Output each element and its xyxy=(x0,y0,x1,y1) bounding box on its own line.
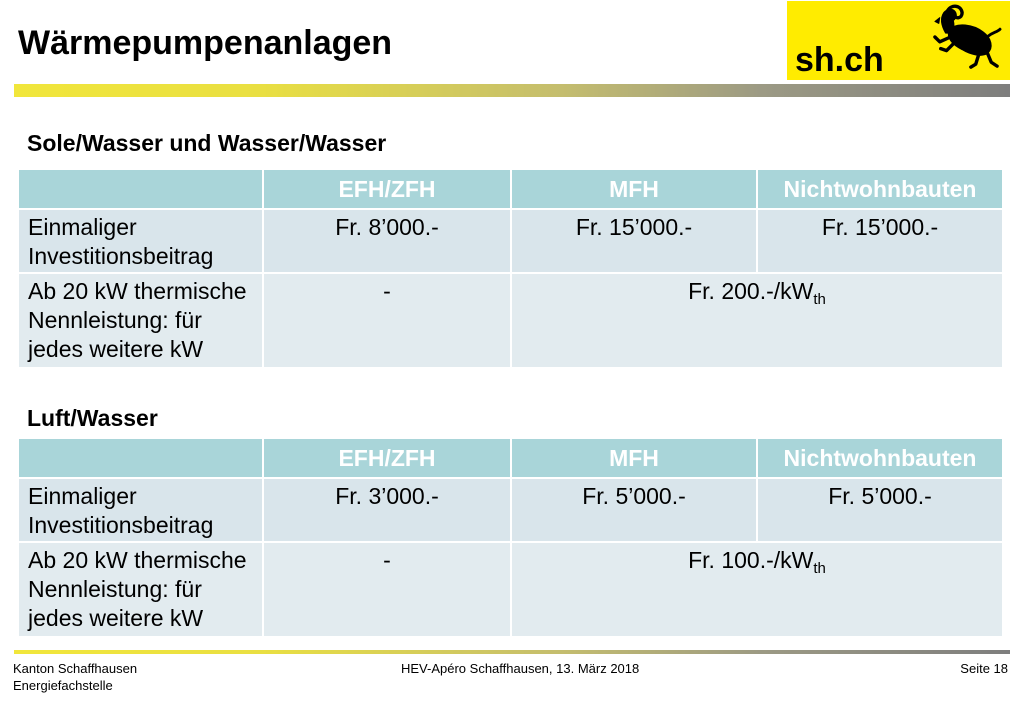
title-accent-bar xyxy=(14,84,1010,97)
table-header-row xyxy=(18,169,1003,209)
row-label: Einmaliger Investitionsbeitrag xyxy=(18,478,263,542)
price-cell: Fr. 8’000.- xyxy=(263,209,511,273)
per-kw-rate-value: Fr. 200.-/kW xyxy=(688,278,814,304)
rates-table-air-water xyxy=(17,437,1004,638)
ram-icon xyxy=(927,3,1005,71)
footer-event: HEV-Apéro Schaffhausen, 13. März 2018 xyxy=(401,661,640,676)
row-label: Ab 20 kW thermische Nennleistung: für jedes weitere kW xyxy=(18,273,263,368)
column-header-mfh: MFH xyxy=(511,438,757,478)
column-header-efh-zfh: EFH/ZFH xyxy=(263,169,511,209)
per-kw-rate-cell xyxy=(511,273,1003,368)
price-cell: Fr. 15’000.- xyxy=(511,209,757,273)
table-header-corner xyxy=(18,169,263,209)
price-cell: Fr. 15’000.- xyxy=(757,209,1003,273)
column-header-nichtwohnbauten: Nichtwohnbauten xyxy=(757,438,1003,478)
section-heading-brine-water: Sole/Wasser und Wasser/Wasser xyxy=(27,130,387,156)
logo xyxy=(787,1,1010,80)
table-row xyxy=(18,209,1003,273)
table-row xyxy=(18,478,1003,542)
footer-accent-line xyxy=(14,650,1010,654)
logo-text: sh.ch xyxy=(795,41,884,79)
price-cell: Fr. 3’000.- xyxy=(263,478,511,542)
page-number: Seite 18 xyxy=(960,661,1008,676)
per-kw-rate-subscript: th xyxy=(813,291,826,308)
footer-organization-block xyxy=(13,660,137,694)
row-label: Ab 20 kW thermische Nennleistung: für jedes weitere kW xyxy=(18,542,263,637)
column-header-efh-zfh: EFH/ZFH xyxy=(263,438,511,478)
footer-organization: Kanton Schaffhausen xyxy=(13,661,138,676)
section-heading-air-water: Luft/Wasser xyxy=(27,405,158,431)
per-kw-rate-subscript: th xyxy=(813,560,826,577)
table-row xyxy=(18,273,1003,368)
price-cell: - xyxy=(263,273,511,368)
column-header-nichtwohnbauten: Nichtwohnbauten xyxy=(757,169,1003,209)
column-header-mfh: MFH xyxy=(511,169,757,209)
price-cell: Fr. 5’000.- xyxy=(511,478,757,542)
row-label: Einmaliger Investitionsbeitrag xyxy=(18,209,263,273)
price-cell: - xyxy=(263,542,511,637)
per-kw-rate-cell xyxy=(511,542,1003,637)
slide-title: Wärmepumpenanlagen xyxy=(18,24,393,62)
price-cell: Fr. 5’000.- xyxy=(757,478,1003,542)
footer-department: Energiefachstelle xyxy=(13,678,113,693)
per-kw-rate-value: Fr. 100.-/kW xyxy=(688,547,814,573)
table-row xyxy=(18,542,1003,637)
table-header-corner xyxy=(18,438,263,478)
rates-table-brine-water xyxy=(17,168,1004,369)
table-header-row xyxy=(18,438,1003,478)
